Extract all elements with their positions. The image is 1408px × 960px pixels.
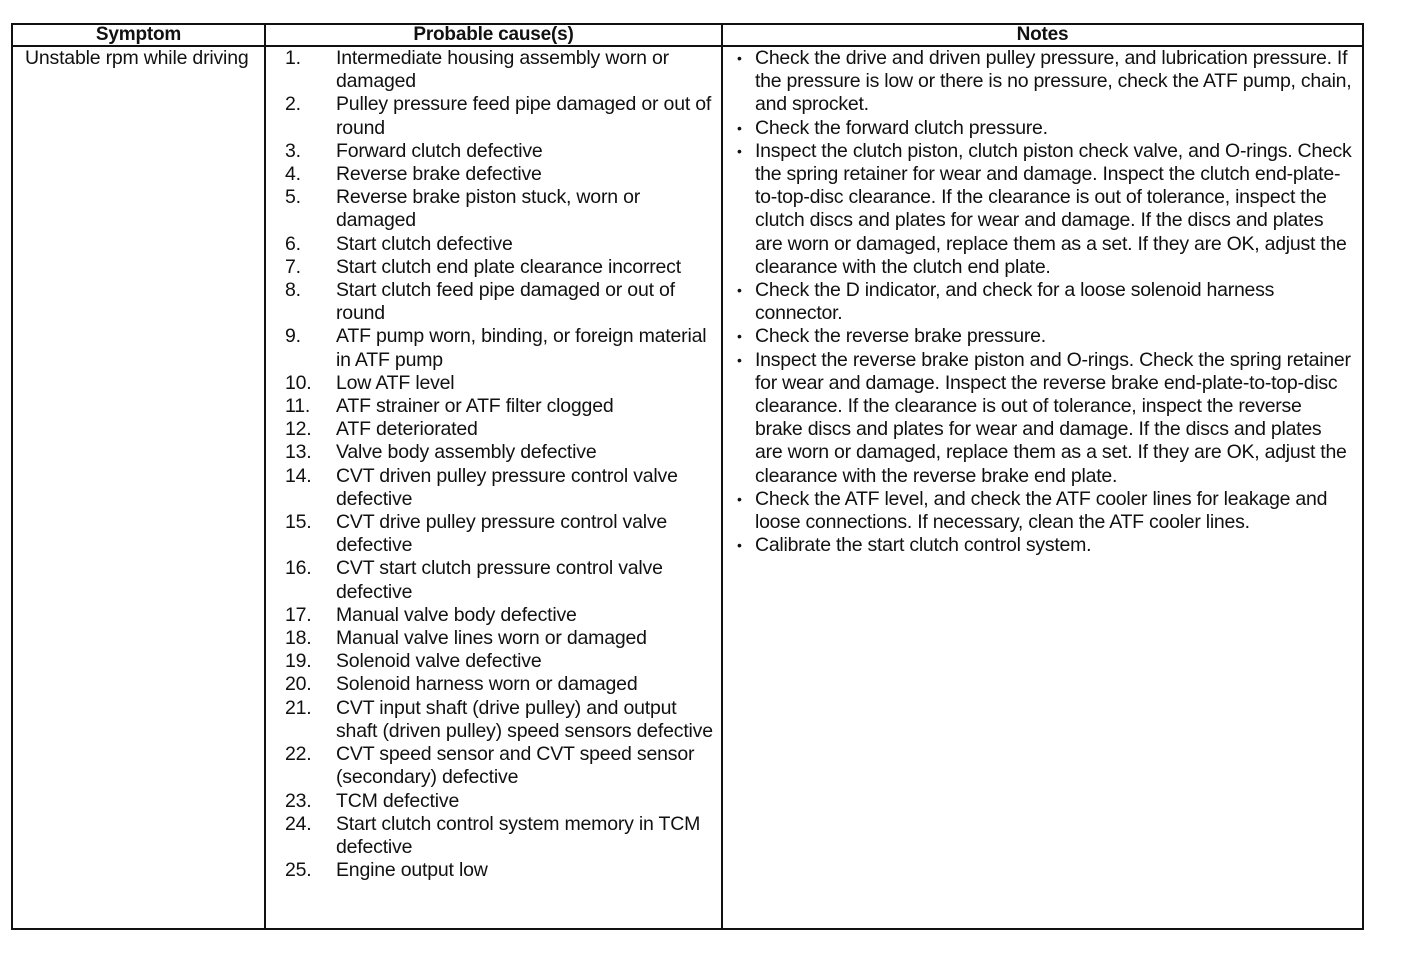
bullet-icon: •	[737, 351, 742, 368]
notes-column-header: Notes	[722, 25, 1362, 46]
cause-number: 9.	[285, 325, 301, 348]
cause-item	[266, 93, 721, 139]
cause-number: 11.	[285, 395, 311, 418]
notes-list	[723, 47, 1362, 557]
cause-text: Solenoid valve defective	[336, 650, 542, 673]
note-text: Check the ATF level, and check the ATF cooler lines for leakage and loose connections. If necessary, clean the ATF cooler lines.	[755, 487, 1328, 534]
cause-text: Reverse brake piston stuck, worn or damaged	[336, 186, 641, 232]
cause-item	[266, 743, 721, 789]
cause-number: 16.	[285, 557, 312, 580]
cause-text: Solenoid harness worn or damaged	[336, 673, 638, 696]
note-item	[723, 534, 1362, 557]
cause-item	[266, 511, 721, 557]
cause-item	[266, 256, 721, 279]
bullet-icon: •	[737, 282, 742, 299]
bullet-icon: •	[737, 328, 742, 345]
note-item	[723, 117, 1362, 140]
symptom-column-header: Symptom	[13, 25, 265, 46]
cause-item	[266, 627, 721, 650]
cause-number: 21.	[285, 696, 312, 719]
cause-number: 4.	[285, 163, 301, 186]
table-row	[13, 46, 1362, 928]
cause-item	[266, 557, 721, 603]
cause-item	[266, 325, 721, 371]
cause-text: Engine output low	[336, 859, 488, 882]
troubleshooting-table-frame	[11, 23, 1364, 930]
cause-number: 8.	[285, 279, 301, 302]
cause-item	[266, 186, 721, 232]
probable-causes-column-header: Probable cause(s)	[265, 25, 722, 46]
note-item	[723, 279, 1362, 325]
cause-number: 22.	[285, 743, 312, 766]
cause-number: 17.	[285, 603, 312, 626]
cause-text: Start clutch control system memory in TCM defective	[336, 812, 701, 858]
cause-item	[266, 418, 721, 441]
cause-number: 23.	[285, 789, 312, 812]
note-item	[723, 349, 1362, 488]
cause-item	[266, 395, 721, 418]
cause-number: 20.	[285, 673, 312, 696]
note-text: Calibrate the start clutch control system.	[755, 534, 1092, 557]
note-text: Check the forward clutch pressure.	[755, 116, 1048, 139]
cause-text: Start clutch end plate clearance incorrect	[336, 255, 681, 278]
cause-text: Manual valve body defective	[336, 603, 577, 626]
bullet-icon: •	[737, 490, 742, 507]
cause-number: 24.	[285, 812, 312, 835]
cause-text: Start clutch defective	[336, 232, 513, 255]
cause-text: Intermediate housing assembly worn or damaged	[336, 47, 669, 93]
cause-text: CVT driven pulley pressure control valve defective	[336, 464, 678, 510]
cause-text: TCM defective	[336, 789, 460, 812]
note-text: Check the D indicator, and check for a loose solenoid harness connector.	[755, 279, 1275, 325]
note-text: Check the reverse brake pressure.	[755, 325, 1046, 348]
cause-number: 15.	[285, 511, 312, 534]
cause-item	[266, 650, 721, 673]
probable-causes-cell	[265, 46, 722, 928]
troubleshooting-table	[13, 25, 1362, 928]
cause-item	[266, 441, 721, 464]
cause-number: 19.	[285, 650, 312, 673]
cause-text: Reverse brake defective	[336, 163, 542, 186]
cause-item	[266, 372, 721, 395]
bullet-icon: •	[737, 119, 742, 136]
note-item	[723, 47, 1362, 117]
notes-cell	[722, 46, 1362, 928]
cause-number: 7.	[285, 255, 301, 278]
cause-text: Manual valve lines worn or damaged	[336, 627, 647, 650]
cause-number: 1.	[285, 47, 301, 69]
cause-number: 18.	[285, 627, 312, 650]
cause-text: ATF strainer or ATF filter clogged	[336, 395, 614, 418]
symptom-text: Unstable rpm while driving	[25, 47, 249, 69]
cause-number: 5.	[285, 186, 301, 209]
cause-number: 6.	[285, 232, 301, 255]
cause-item	[266, 604, 721, 627]
cause-text: CVT start clutch pressure control valve defective	[336, 557, 663, 603]
bullet-icon: •	[737, 50, 742, 66]
cause-number: 14.	[285, 464, 312, 487]
cause-item	[266, 697, 721, 743]
cause-number: 10.	[285, 371, 312, 394]
note-item	[723, 488, 1362, 534]
cause-text: Valve body assembly defective	[336, 441, 597, 464]
cause-text: CVT input shaft (drive pulley) and output shaft (driven pulley) speed sensors defective	[336, 696, 713, 742]
cause-item	[266, 813, 721, 859]
cause-item	[266, 790, 721, 813]
cause-number: 12.	[285, 418, 312, 441]
symptom-cell	[13, 46, 265, 928]
cause-item	[266, 279, 721, 325]
bullet-icon: •	[737, 537, 742, 554]
cause-text: Low ATF level	[336, 371, 455, 394]
note-text: Inspect the reverse brake piston and O-rings. Check the spring retainer for wear and damage. Inspect the reverse brake end-plate-to-top-disc clearance. If the clearance is out of tolerance, inspect the reverse brake discs and plates for wear and damage. If the discs and plates are worn or damaged, replace them as a set. If they are OK, adjust the clearance with the reverse brake end plate.	[755, 348, 1351, 487]
note-text: Check the drive and driven pulley pressure, and lubrication pressure. If the pressure is low or there is no pressure, check the ATF pump, chain, and sprocket.	[755, 47, 1352, 116]
probable-causes-list	[266, 47, 721, 882]
note-item	[723, 140, 1362, 279]
cause-text: ATF pump worn, binding, or foreign material in ATF pump	[336, 325, 707, 371]
bullet-icon: •	[737, 142, 742, 159]
cause-item	[266, 163, 721, 186]
cause-text: Pulley pressure feed pipe damaged or out of round	[336, 93, 712, 139]
cause-text: CVT speed sensor and CVT speed sensor (secondary) defective	[336, 743, 695, 789]
cause-number: 13.	[285, 441, 312, 464]
cause-item	[266, 47, 721, 93]
note-item	[723, 325, 1362, 348]
cause-item	[266, 859, 721, 882]
cause-number: 25.	[285, 859, 312, 882]
cause-text: Forward clutch defective	[336, 139, 543, 162]
cause-text: ATF deteriorated	[336, 418, 478, 441]
cause-item	[266, 140, 721, 163]
cause-text: CVT drive pulley pressure control valve defective	[336, 511, 668, 557]
table-header-row	[13, 25, 1362, 46]
cause-item	[266, 465, 721, 511]
cause-item	[266, 233, 721, 256]
cause-text: Start clutch feed pipe damaged or out of round	[336, 279, 675, 325]
note-text: Inspect the clutch piston, clutch piston check valve, and O-rings. Check the spring retainer for wear and damage. Inspect the clutch end-plate-to-top-disc clearance. If the clearance is out of tolerance, inspect the clutch discs and plates for wear and damage. If the discs and plates are worn or damaged, replace them as a set. If they are OK, adjust the clearance with the clutch end plate.	[755, 139, 1352, 278]
cause-number: 3.	[285, 139, 301, 162]
cause-item	[266, 673, 721, 696]
cause-number: 2.	[285, 93, 301, 116]
